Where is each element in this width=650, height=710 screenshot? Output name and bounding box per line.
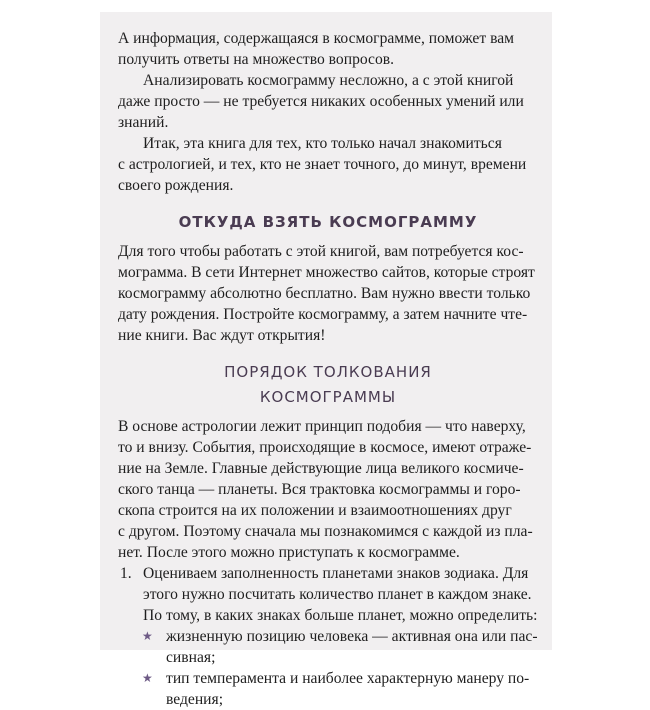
text-line: Итак, эта книга для тех, кто только начал знакомиться xyxy=(143,135,502,152)
text-line: Для того чтобы работать с этой книгой, вам потребуется кос- xyxy=(118,243,524,260)
text-line: ние книги. Вас ждут открытия! xyxy=(118,327,326,344)
text-line: ние на Земле. Главные действующие лица великого космиче- xyxy=(118,460,524,477)
text-line: знаний. xyxy=(118,114,169,131)
text-line: По тому, в каких знаках больше планет, можно определить: xyxy=(143,607,538,624)
text-line: Оцениваем заполненность планетами знаков зодиака. Для xyxy=(143,565,529,582)
text-line: даже просто — не требуется никаких особенных умений или xyxy=(118,93,524,110)
text-line: мограмма. В сети Интернет множество сайтов, которые строят xyxy=(118,264,535,281)
text-line: космограмму абсолютно бесплатно. Вам нужно ввести только xyxy=(118,285,531,302)
text-line: В основе астрологии лежит принцип подобия — что наверху, xyxy=(118,418,526,435)
text-line: дату рождения. Постройте космограмму, а затем начните чте- xyxy=(118,306,528,323)
bullet-item xyxy=(118,668,538,710)
text-line: своего рождения. xyxy=(118,177,234,194)
text-line: скопа строится на их положении и взаимоотношениях друг xyxy=(118,502,512,519)
text-line: этого нужно посчитать количество планет в каждом знаке. xyxy=(143,586,532,603)
text-line: тип темперамента и наиболее характерную манеру по- xyxy=(166,670,530,687)
text-line: то и внизу. События, происходящие в космосе, имеют отраже- xyxy=(118,439,532,456)
list-number: 1. xyxy=(120,565,132,582)
star-icon: ★ xyxy=(142,629,153,643)
section-heading-2 xyxy=(118,360,538,410)
text-line: А информация, содержащаяся в космограмме, поможет вам xyxy=(118,30,515,47)
heading-line: КОСМОГРАММЫ xyxy=(259,388,397,406)
book-page xyxy=(100,12,552,708)
text-line: сивная; xyxy=(166,649,216,666)
heading-line: ПОРЯДОК ТОЛКОВАНИЯ xyxy=(224,363,432,381)
text-line: ведения; xyxy=(166,691,224,708)
text-line: с другом. Поэтому сначала мы познакомимся с каждой из пла- xyxy=(118,523,533,540)
star-icon: ★ xyxy=(142,671,153,685)
text-line: Анализировать космограмму несложно, а с этой книгой xyxy=(143,72,514,89)
text-line: жизненную позицию человека — активная она или пас- xyxy=(166,628,538,645)
text-line: с астрологией, и тех, кто не знает точного, до минут, времени xyxy=(118,156,527,173)
page-content xyxy=(118,28,538,710)
paragraph-3 xyxy=(118,133,538,196)
bullet-item xyxy=(118,626,538,668)
numbered-list-item xyxy=(118,563,538,626)
paragraph-1 xyxy=(118,28,538,70)
text-line: получить ответы на множество вопросов. xyxy=(118,51,395,68)
paragraph-5 xyxy=(118,416,538,563)
paragraph-2 xyxy=(118,70,538,133)
text-line: нет. После этого можно приступать к космограмме. xyxy=(118,544,460,561)
paragraph-4 xyxy=(118,241,538,346)
section-heading: ОТКУДА ВЗЯТЬ КОСМОГРАММУ xyxy=(178,213,478,231)
text-line: ского танца — планеты. Вся трактовка космограммы и горо- xyxy=(118,481,521,498)
